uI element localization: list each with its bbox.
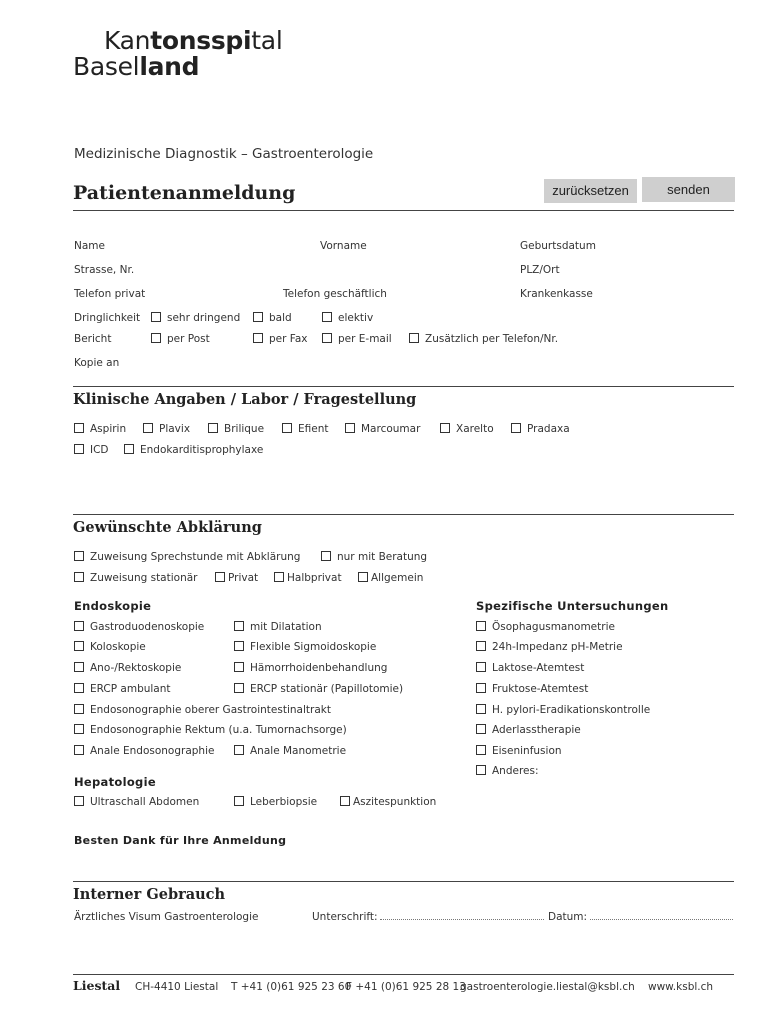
footer-phone: T +41 (0)61 925 23 60 [231,981,352,993]
checkbox-ercp-ambulant[interactable]: ERCP ambulant [74,683,171,695]
checkbox-nur-beratung[interactable]: nur mit Beratung [321,551,427,563]
checkbox-icon[interactable] [208,423,218,433]
checkbox-icon[interactable] [321,551,331,561]
title-divider [73,210,734,211]
checkbox-icon[interactable] [476,765,486,775]
geburtsdatum-label: Geburtsdatum [520,240,596,252]
checkbox-icon[interactable] [74,621,84,631]
dringlichkeit-label: Dringlichkeit [74,312,141,324]
bericht-label: Bericht [74,333,112,345]
checkbox-icon[interactable] [345,423,355,433]
checkbox-koloskopie[interactable]: Koloskopie [74,641,146,653]
checkbox-icon[interactable] [476,683,486,693]
checkbox-zuweisung-stationaer[interactable]: Zuweisung stationär [74,572,197,584]
checkbox-icon[interactable] [274,572,284,582]
abklaerung-heading: Gewünschte Abklärung [73,519,262,536]
checkbox-icon[interactable] [74,641,84,651]
checkbox-icon[interactable] [440,423,450,433]
checkbox-icon[interactable] [74,683,84,693]
page-title: Patientenanmeldung [73,182,296,204]
footer-divider [73,974,734,975]
visum-label: Ärztliches Visum Gastroenterologie [74,911,259,923]
footer-address: CH-4410 Liestal [135,981,219,993]
checkbox-pradaxa[interactable]: Pradaxa [511,423,570,435]
checkbox-xarelto[interactable]: Xarelto [440,423,494,435]
telefon-privat-label: Telefon privat [74,288,146,300]
reset-button[interactable]: zurücksetzen [544,179,637,203]
logo-text-bold: land [139,52,200,81]
checkbox-eiseninfusion[interactable]: Eiseninfusion [476,745,562,757]
kopie-label: Kopie an [74,357,120,369]
footer-city: Liestal [73,978,121,993]
checkbox-sehr-dringend[interactable]: sehr dringend [151,312,240,324]
checkbox-icon[interactable] [151,312,161,322]
checkbox-anale-manometrie[interactable]: Anale Manometrie [234,745,346,757]
checkbox-ano-rektoskopie[interactable]: Ano-/Rektoskopie [74,662,181,674]
checkbox-endokarditisprophylaxe[interactable]: Endokarditisprophylaxe [124,444,263,456]
checkbox-h-pylori[interactable]: H. pylori-Eradikationskontrolle [476,704,650,716]
checkbox-icon[interactable] [476,662,486,672]
checkbox-leberbiopsie[interactable]: Leberbiopsie [234,796,317,808]
checkbox-zuweisung-sprechstunde[interactable]: Zuweisung Sprechstunde mit Abklärung [74,551,300,563]
vorname-label: Vorname [320,240,367,252]
checkbox-icon[interactable] [74,704,84,714]
checkbox-icon[interactable] [74,662,84,672]
strasse-label: Strasse, Nr. [74,264,135,276]
checkbox-icon[interactable] [476,621,486,631]
checkbox-icon[interactable] [253,333,263,343]
name-label: Name [74,240,105,252]
checkbox-icon[interactable] [282,423,292,433]
checkbox-fruktose-atemtest[interactable]: Fruktose-Atemtest [476,683,588,695]
checkbox-anale-endosonographie[interactable]: Anale Endosonographie [74,745,214,757]
checkbox-icon[interactable] [74,745,84,755]
hepatologie-heading: Hepatologie [74,775,156,789]
checkbox-icon[interactable] [511,423,521,433]
logo-text: Basel [73,52,140,81]
checkbox-impedanz-ph-metrie[interactable]: 24h-Impedanz pH-Metrie [476,641,623,653]
unterschrift-label: Unterschrift: [312,911,378,923]
plz-label: PLZ/Ort [520,264,560,276]
section-divider [73,881,734,882]
section-divider [73,386,734,387]
checkbox-oesophagusmanometrie[interactable]: Ösophagusmanometrie [476,621,615,633]
checkbox-icon[interactable] [476,641,486,651]
klinisch-heading: Klinische Angaben / Labor / Fragestellung [73,391,417,408]
checkbox-halbprivat[interactable]: Halbprivat [274,572,342,584]
checkbox-icon[interactable] [322,312,332,322]
checkbox-endosonographie-oben[interactable]: Endosonographie oberer Gastrointestinaltrakt [74,704,331,716]
footer-web[interactable]: www.ksbl.ch [648,981,714,993]
checkbox-icon[interactable] [234,662,244,672]
unterschrift-line[interactable] [380,919,544,920]
checkbox-mit-dilatation[interactable]: mit Dilatation [234,621,322,633]
checkbox-flexible-sigmoidoskopie[interactable]: Flexible Sigmoidoskopie [234,641,376,653]
send-button[interactable]: senden [642,177,735,202]
checkbox-icon[interactable] [124,444,134,454]
intern-heading: Interner Gebrauch [73,886,226,903]
checkbox-icon[interactable] [74,551,84,561]
checkbox-aszitespunktion[interactable]: Aszitespunktion [340,796,436,808]
checkbox-icon[interactable] [476,704,486,714]
checkbox-icon[interactable] [476,745,486,755]
checkbox-icon[interactable] [234,683,244,693]
checkbox-icon[interactable] [234,745,244,755]
checkbox-icon[interactable] [253,312,263,322]
checkbox-icon[interactable] [74,724,84,734]
checkbox-icon[interactable] [215,572,225,582]
checkbox-per-post[interactable]: per Post [151,333,210,345]
department-label: Medizinische Diagnostik – Gastroenterologie [74,146,374,162]
section-divider [73,514,734,515]
checkbox-icon[interactable] [476,724,486,734]
checkbox-marcoumar[interactable]: Marcoumar [345,423,420,435]
checkbox-icon[interactable] [234,641,244,651]
logo-line-1 [104,27,282,55]
checkbox-icon[interactable] [358,572,368,582]
spezifische-heading: Spezifische Untersuchungen [476,599,669,613]
checkbox-elektiv[interactable]: elektiv [322,312,373,324]
checkbox-gastroduodenoskopie[interactable]: Gastroduodenoskopie [74,621,204,633]
checkbox-brilique[interactable]: Brilique [208,423,264,435]
checkbox-icon[interactable] [409,333,419,343]
checkbox-icon[interactable] [234,796,244,806]
checkbox-icon[interactable] [74,796,84,806]
datum-label: Datum: [548,911,588,923]
checkbox-per-email[interactable]: per E-mail [322,333,392,345]
checkbox-aspirin[interactable]: Aspirin [74,423,126,435]
checkbox-telefon[interactable]: Zusätzlich per Telefon/Nr. [409,333,558,345]
checkbox-anderes[interactable]: Anderes: [476,765,539,777]
endoskopie-heading: Endoskopie [74,599,152,613]
checkbox-aderlasstherapie[interactable]: Aderlasstherapie [476,724,581,736]
checkbox-endosonographie-rektum[interactable]: Endosonographie Rektum (u.a. Tumornachsorge) [74,724,347,736]
checkbox-ercp-stationaer[interactable]: ERCP stationär (Papillotomie) [234,683,403,695]
checkbox-icon[interactable] [74,444,84,454]
checkbox-icon[interactable] [74,572,84,582]
logo-text: tal [251,26,283,55]
checkbox-laktose-atemtest[interactable]: Laktose-Atemtest [476,662,584,674]
telefon-geschaeft-label: Telefon geschäftlich [283,288,387,300]
dank-text: Besten Dank für Ihre Anmeldung [74,834,287,847]
checkbox-icon[interactable] [151,333,161,343]
checkbox-icon[interactable] [234,621,244,631]
footer-fax: F +41 (0)61 925 28 13 [346,981,466,993]
checkbox-icon[interactable] [74,423,84,433]
checkbox-icd[interactable]: ICD [74,444,109,456]
checkbox-icon[interactable] [143,423,153,433]
checkbox-ultraschall-abdomen[interactable]: Ultraschall Abdomen [74,796,199,808]
krankenkasse-label: Krankenkasse [520,288,593,300]
logo-line-2 [73,53,199,81]
checkbox-icon[interactable] [322,333,332,343]
logo-text-bold: tonsspi [150,26,252,55]
checkbox-privat[interactable]: Privat [215,572,258,584]
checkbox-allgemein[interactable]: Allgemein [358,572,423,584]
logo-text: Kan [104,26,151,55]
checkbox-bald[interactable]: bald [253,312,292,324]
checkbox-plavix[interactable]: Plavix [143,423,190,435]
footer-email[interactable]: gastroenterologie.liestal@ksbl.ch [460,981,635,993]
checkbox-per-fax[interactable]: per Fax [253,333,308,345]
datum-line[interactable] [590,919,733,920]
checkbox-efient[interactable]: Efient [282,423,328,435]
checkbox-icon[interactable] [340,796,350,806]
checkbox-haemorrhoidenbehandlung[interactable]: Hämorrhoidenbehandlung [234,662,387,674]
